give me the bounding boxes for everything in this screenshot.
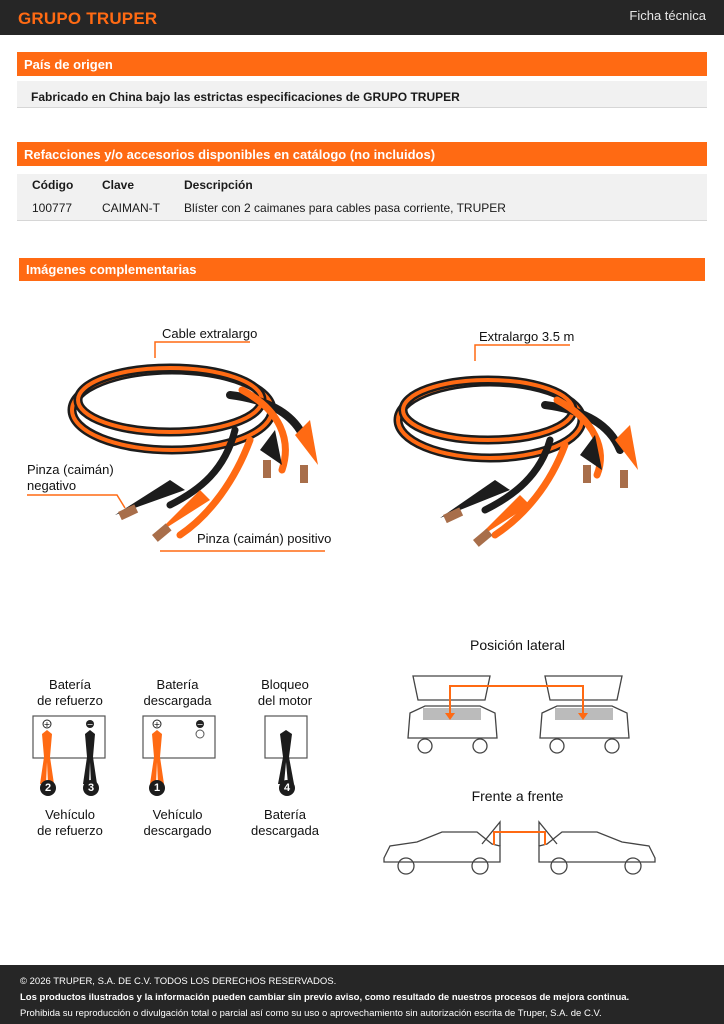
cable-extralargo-label: Cable extralargo: [162, 326, 258, 341]
svg-text:−: −: [196, 720, 204, 729]
diagram-col2-bottom-line1: Vehículo: [152, 807, 203, 822]
jumper-cable-image-right: [385, 350, 665, 570]
diagram-col1-bottom-line1: Vehículo: [45, 807, 95, 822]
column-header-clave: Clave: [102, 178, 135, 192]
svg-text:+: +: [153, 720, 161, 729]
front-to-front-diagram: [382, 820, 657, 878]
leader-line-negative: [27, 490, 137, 510]
origin-section-header: País de origen: [17, 52, 707, 76]
top-bar: [0, 0, 724, 35]
lateral-position-title: Posición lateral: [470, 637, 565, 653]
negative-clamp-label-line2: negativo: [27, 478, 77, 493]
negative-clamp-label-line1: Pinza (caimán): [27, 462, 114, 477]
cell-codigo: 100777: [32, 201, 73, 215]
front-to-front-title: Frente a frente: [471, 788, 564, 804]
footer-prohibition: Prohibida su reproducción o divulgación total o parcial así como su uso o aprovechamiento sin autorización escrita de Truper, S.A. de C.V.: [20, 1008, 602, 1019]
diagram-col3-bottom-line1: Batería: [264, 807, 306, 822]
svg-text:−: −: [86, 720, 94, 729]
column-header-codigo: Código: [32, 178, 74, 192]
cell-descripcion: Blíster con 2 caimanes para cables pasa corriente, TRUPER: [184, 201, 506, 215]
diagram-col2-bottom-line2: descargado: [143, 823, 212, 838]
lateral-position-diagram: [405, 668, 630, 758]
document-type: Ficha técnica: [629, 8, 706, 23]
step-4-number: 4: [283, 782, 291, 794]
leader-line-cable: [150, 340, 260, 360]
origin-section-body: [17, 81, 707, 108]
diagram-col1-bottom-line2: de refuerzo: [37, 823, 103, 838]
diagram-col3-top-line1: Bloqueo: [261, 677, 309, 692]
diagram-col3-bottom-line2: descargada: [251, 823, 319, 838]
diagram-col3-top-line2: del motor: [257, 693, 313, 708]
diagram-col1-top-line2: de refuerzo: [37, 693, 103, 708]
diagram-col2-top-line1: Batería: [156, 677, 199, 692]
step-2-number: 2: [44, 782, 52, 794]
accessories-table: [17, 174, 707, 221]
accessories-section-header: Refacciones y/o accesorios disponibles en catálogo (no incluidos): [17, 142, 707, 166]
diagram-col1-top-line1: Batería: [49, 677, 91, 692]
footer-disclaimer: Los productos ilustrados y la información pueden cambiar sin previo aviso, como resultado de nuestros procesos de mejora continua.: [20, 992, 630, 1003]
leader-line-length: [470, 343, 580, 363]
brand-logo: GRUPO TRUPER: [18, 9, 158, 28]
svg-text:+: +: [43, 720, 51, 729]
battery-connection-diagram: [30, 712, 320, 807]
step-1-number: 1: [153, 782, 161, 794]
images-section-header: Imágenes complementarias: [19, 258, 705, 281]
footer-copyright: © 2026 TRUPER, S.A. DE C.V. TODOS LOS DERECHOS RESERVADOS.: [20, 976, 337, 987]
table-header-row: [17, 174, 707, 196]
origin-text: Fabricado en China bajo las estrictas especificaciones de GRUPO TRUPER: [31, 90, 460, 104]
footer: [0, 965, 724, 1024]
step-3-number: 3: [87, 782, 95, 794]
extralargo-label: Extralargo 3.5 m: [479, 329, 575, 344]
column-header-descripcion: Descripción: [184, 178, 253, 192]
cell-clave: CAIMAN-T: [102, 201, 160, 215]
table-row: [17, 197, 707, 219]
leader-line-positive: [160, 548, 330, 558]
diagram-col2-top-line2: descargada: [143, 693, 212, 708]
positive-clamp-label: Pinza (caimán) positivo: [197, 531, 332, 546]
